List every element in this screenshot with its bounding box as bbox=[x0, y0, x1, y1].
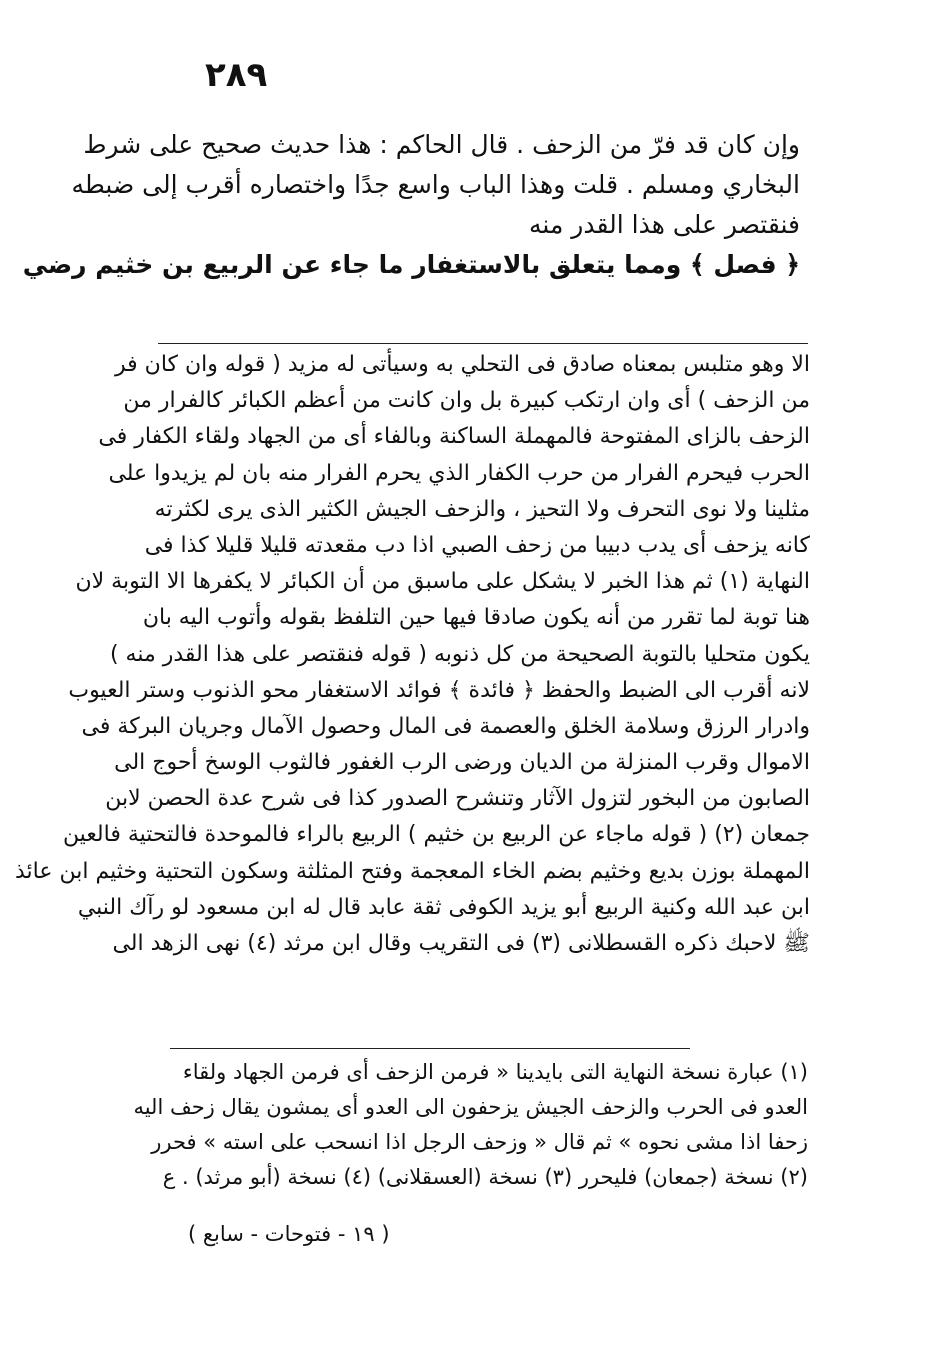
footnotes bbox=[133, 1055, 808, 1195]
main-divider bbox=[158, 343, 808, 344]
page-number: ٢٨٩ bbox=[205, 55, 268, 95]
commentary-line: الاموال وقرب المنزلة من الديان ورضى الرب الغفور فالثوب الوسخ أحوج الى bbox=[114, 750, 810, 776]
commentary-line: المهملة بوزن بديع وخثيم بضم الخاء المعجمة وفتح المثلثة وسكون التحتية وخثيم ابن عائذ bbox=[14, 858, 810, 884]
commentary-line: يكون متحليا بالتوبة الصحيحة من كل ذنوبه ( قوله فنقتصر على هذا القدر منه ) bbox=[109, 641, 810, 667]
main-text-line: فنقتصر على هذا القدر منه bbox=[529, 210, 800, 239]
commentary-line: النهاية (١) ثم هذا الخبر لا يشكل على ماسبق من أن الكبائر لا يكفرها الا التوبة لان bbox=[75, 569, 810, 595]
footnote-line: العدو فى الحرب والزحف الجيش يزحفون الى العدو أى يمشون يقال زحف اليه bbox=[133, 1095, 808, 1119]
signature-mark: ( ١٩ - فتوحات - سابع ) bbox=[188, 1222, 390, 1246]
footnote-divider bbox=[170, 1048, 690, 1049]
commentary-line: كانه يزحف أى يدب دبيبا من زحف الصبي اذا دب مقعدته قليلا قليلا كذا فى bbox=[144, 532, 810, 558]
commentary-line: ابن عبد الله وكنية الربيع أبو يزيد الكوفى ثقة عابد قال له ابن مسعود لو رآك النبي bbox=[77, 894, 810, 920]
commentary-line: الا وهو متلبس بمعناه صادق فى التحلي به وسيأتى له مزيد ( قوله وان كان فر bbox=[115, 352, 810, 377]
footnote-line: زحفا اذا مشى نحوه » ثم قال « وزحف الرجل اذا انسحب على استه » فحرر bbox=[151, 1130, 808, 1154]
footnote-line: (١) عبارة نسخة النهاية التى بايدينا « فرمن الزحف أى فرمن الجهاد ولقاء bbox=[182, 1060, 808, 1084]
commentary-line: الصابون من البخور لتزول الآثار وتنشرح الصدور كذا فى شرح عدة الحصن لابن bbox=[105, 786, 810, 812]
commentary-line: ﷺ لاحبك ذكره القسطلانى (٣) فى التقريب وقال ابن مرثد (٤) نهى الزهد الى bbox=[112, 931, 810, 956]
commentary-line: من الزحف ) أى وان ارتكب كبيرة بل وان كانت من أعظم الكبائر كالفرار من bbox=[123, 388, 810, 414]
commentary-line: هنا توبة لما تقرر من أنه يكون صادقا فيها حين التلفظ بقوله وأتوب اليه بان bbox=[142, 605, 810, 631]
section-heading-line: ﴿ فصل ﴾ ومما يتعلق بالاستغفار ما جاء عن الربيع بن خثيم رضي bbox=[22, 250, 800, 279]
main-text bbox=[22, 125, 800, 285]
commentary-line: الزحف بالزاى المفتوحة فالمهملة الساكنة وبالفاء أى من الجهاد ولقاء الكفار فى bbox=[98, 424, 810, 450]
commentary-line: مثلينا ولا نوى التحرف ولا التحيز ، والزحف الجيش الكثير الذى يرى لكثرته bbox=[154, 496, 810, 522]
commentary-line: وادرار الرزق وسلامة الخلق والعصمة فى المال وحصول الآمال وجريان البركة فى bbox=[81, 713, 810, 739]
main-text-line: البخاري ومسلم . قلت وهذا الباب واسع جدًا واختصاره أقرب إلى ضبطه bbox=[71, 170, 800, 199]
main-text-line: وإن كان قد فرّ من الزحف . قال الحاكم : هذا حديث صحيح على شرط bbox=[83, 130, 800, 159]
commentary-text bbox=[14, 347, 810, 962]
commentary-line: لانه أقرب الى الضبط والحفظ ﴿ فائدة ﴾ فوائد الاستغفار محو الذنوب وستر العيوب bbox=[68, 677, 810, 703]
commentary-line: الحرب فيحرم الفرار من حرب الكفار الذي يحرم الفرار منه بان لم يزيدوا على bbox=[108, 460, 810, 486]
commentary-line: جمعان (٢) ( قوله ماجاء عن الربيع بن خثيم ) الربيع بالراء فالموحدة فالتحتية فالعين bbox=[62, 822, 810, 848]
footnote-line: (٢) نسخة (جمعان) فليحرر (٣) نسخة (العسقلانى) (٤) نسخة (أبو مرثد) . ع bbox=[162, 1165, 808, 1189]
